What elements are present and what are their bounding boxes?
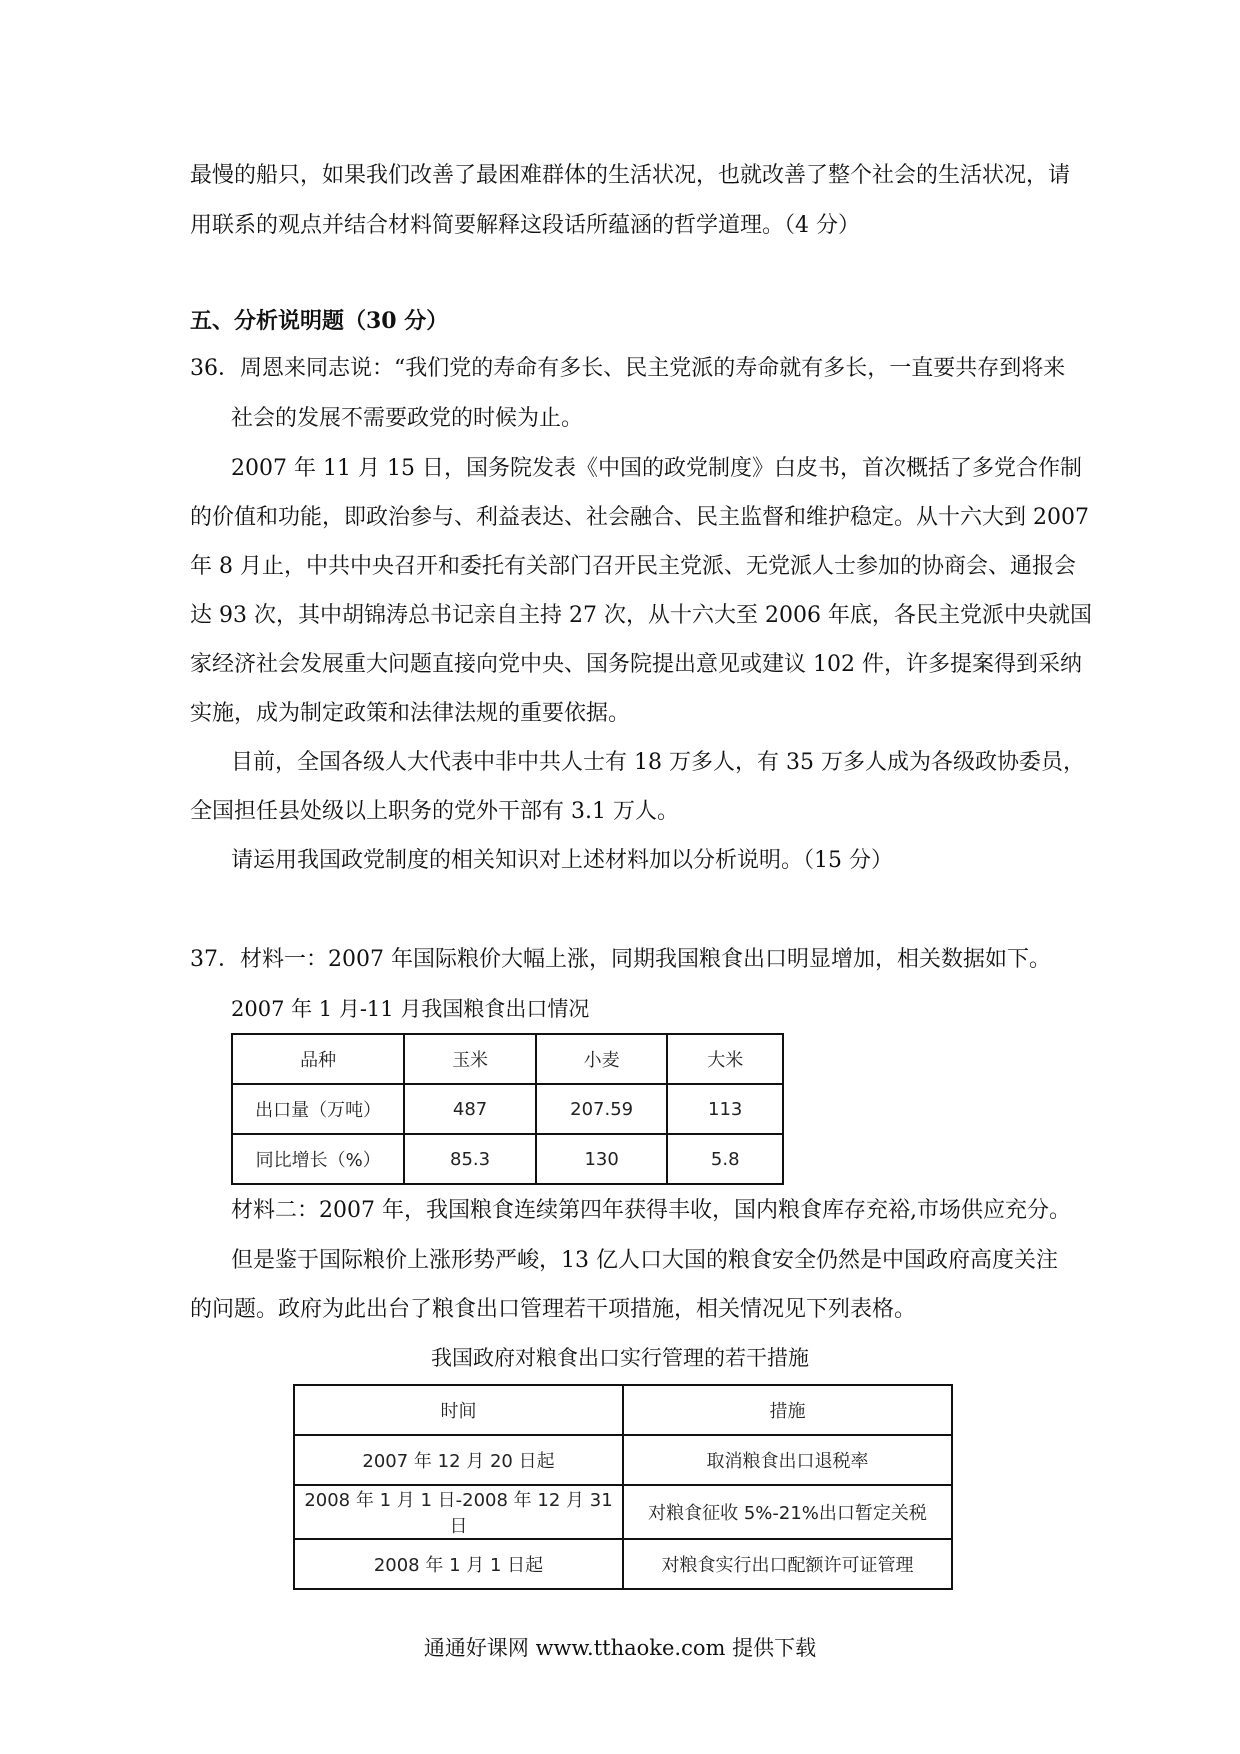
material2-line-2: 但是鉴于国际粮价上涨形势严峻，13 亿人口大国的粮食安全仍然是中国政府高度关注 <box>231 1248 1058 1273</box>
q36-line-6: 达 93 次，其中胡锦涛总书记亲自主持 27 次，从十六大至 2006 年底，各民主党派中央就国 <box>190 603 1092 628</box>
table-cell: 113 <box>667 1084 783 1134</box>
q36-line-5: 年 8 月止，中共中央召开和委托有关部门召开民主党派、无党派人士参加的协商会、通报会 <box>190 554 1076 579</box>
table-cell: 85.3 <box>404 1134 535 1184</box>
table-cell: 对粮食实行出口配额许可证管理 <box>623 1539 952 1589</box>
table-cell: 487 <box>404 1084 535 1134</box>
table2-caption: 我国政府对粮食出口实行管理的若干措施 <box>431 1346 809 1370</box>
q36-line-11: 请运用我国政党制度的相关知识对上述材料加以分析说明。（15 分） <box>231 848 893 873</box>
q36-line-9: 目前，全国各级人大代表中非中共人士有 18 万多人，有 35 万多人成为各级政协委员， <box>231 750 1085 775</box>
table-cell: 玉米 <box>404 1034 535 1084</box>
q36-line-1: 36．周恩来同志说：“我们党的寿命有多长、民主党派的寿命就有多长，一直要共存到将来 <box>190 356 1066 381</box>
material2-line-3: 的问题。政府为此出台了粮食出口管理若干项措施，相关情况见下列表格。 <box>190 1297 917 1322</box>
table-cell: 207.59 <box>536 1084 668 1134</box>
table1-caption: 2007 年 1 月-11 月我国粮食出口情况 <box>231 997 590 1021</box>
table-cell: 小麦 <box>536 1034 668 1084</box>
q36-line-3: 2007 年 11 月 15 日，国务院发表《中国的政党制度》白皮书，首次概括了多党合作制 <box>231 456 1082 481</box>
q36-line-7: 家经济社会发展重大问题直接向党中央、国务院提出意见或建议 102 件，许多提案得到采纳 <box>190 652 1082 677</box>
table-cell: 130 <box>536 1134 668 1184</box>
table-cell: 措施 <box>623 1385 952 1435</box>
table-row <box>232 1034 783 1084</box>
intro-line-1: 最慢的船只，如果我们改善了最困难群体的生活状况，也就改善了整个社会的生活状况，请 <box>190 163 1071 188</box>
intro-line-2: 用联系的观点并结合材料简要解释这段话所蕴涵的哲学道理。（4 分） <box>190 213 860 238</box>
table-cell: 时间 <box>294 1385 623 1435</box>
q36-line-8: 实施，成为制定政策和法律法规的重要依据。 <box>190 701 631 726</box>
table-cell: 大米 <box>667 1034 783 1084</box>
table-cell: 2008 年 1 月 1 日起 <box>294 1539 623 1589</box>
table-cell: 出口量（万吨） <box>232 1084 404 1134</box>
table-row <box>232 1134 783 1184</box>
grain-export-table <box>231 1033 784 1185</box>
table-row <box>294 1435 952 1485</box>
material2-line-1: 材料二：2007 年，我国粮食连续第四年获得丰收，国内粮食库存充裕,市场供应充分。 <box>231 1198 1071 1223</box>
page-footer: 通通好课网 www.tthaoke.com 提供下载 <box>423 1636 817 1660</box>
q36-line-2: 社会的发展不需要政党的时候为止。 <box>231 406 584 431</box>
table-row <box>232 1084 783 1134</box>
table-cell: 品种 <box>232 1034 404 1084</box>
q36-line-4: 的价值和功能，即政治参与、利益表达、社会融合、民主监督和维护稳定。从十六大到 2007 <box>190 505 1089 530</box>
table-cell: 2008 年 1 月 1 日-2008 年 12 月 31 日 <box>294 1485 623 1539</box>
table-row <box>294 1485 952 1539</box>
table-row <box>294 1385 952 1435</box>
table-cell: 同比增长（%） <box>232 1134 404 1184</box>
table-row <box>294 1539 952 1589</box>
table-cell: 对粮食征收 5%-21%出口暂定关税 <box>623 1485 952 1539</box>
table-cell: 2007 年 12 月 20 日起 <box>294 1435 623 1485</box>
q37-line-1: 37．材料一：2007 年国际粮价大幅上涨，同期我国粮食出口明显增加，相关数据如下。 <box>190 947 1051 972</box>
table-cell: 取消粮食出口退税率 <box>623 1435 952 1485</box>
q36-line-10: 全国担任县处级以上职务的党外干部有 3.1 万人。 <box>190 799 679 824</box>
table-cell: 5.8 <box>667 1134 783 1184</box>
section-heading: 五、分析说明题（30 分） <box>190 308 449 334</box>
grain-export-measures-table <box>293 1384 953 1590</box>
